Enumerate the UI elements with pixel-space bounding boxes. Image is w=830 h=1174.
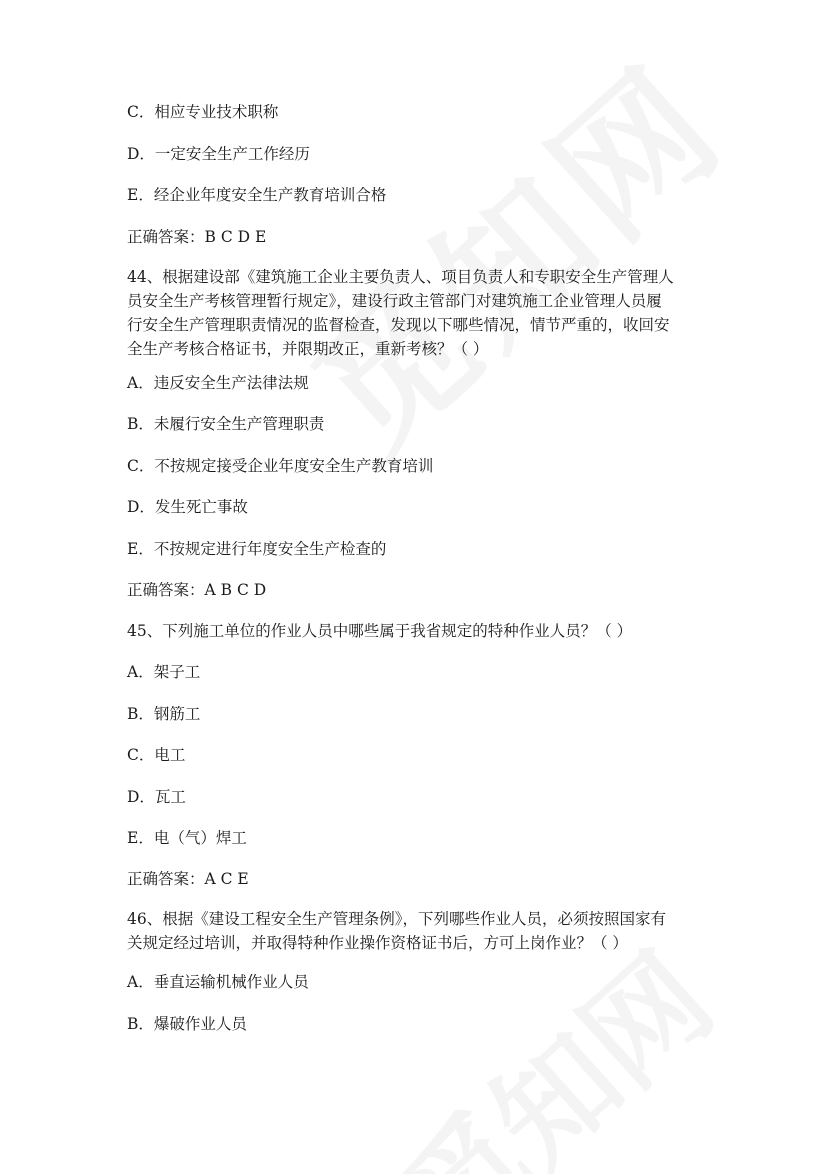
q45-answer: 正确答案：A C E xyxy=(127,870,249,888)
q44-option-e: E．不按规定进行年度安全生产检查的 xyxy=(127,540,387,558)
q44-option-a: A．违反安全生产法律法规 xyxy=(127,374,309,392)
q46-option-b: B．爆破作业人员 xyxy=(127,1015,247,1033)
q44-question-line: 全生产考核合格证书，并限期改正，重新考核？（ ） xyxy=(127,340,489,358)
q44-option-b: B．未履行安全生产管理职责 xyxy=(127,415,325,433)
q43-answer: 正确答案：B C D E xyxy=(127,228,267,246)
q46-question-line: 关规定经过培训，并取得特种作业操作资格证书后，方可上岗作业？（ ） xyxy=(127,934,628,952)
q44-option-d: D．发生死亡事故 xyxy=(127,498,248,516)
q45-option-b: B．钢筋工 xyxy=(127,705,201,723)
q45-option-e: E．电（气）焊工 xyxy=(127,829,247,847)
q45-option-a: A．架子工 xyxy=(127,663,201,681)
q46-option-a: A．垂直运输机械作业人员 xyxy=(127,973,309,991)
q44-answer: 正确答案：A B C D xyxy=(127,581,267,599)
q44-question xyxy=(127,265,713,361)
q45-option-c: C．电工 xyxy=(127,746,186,764)
q43-option-c: C．相应专业技术职称 xyxy=(127,103,279,121)
q44-question-line: 员安全生产考核管理暂行规定》，建设行政主管部门对建筑施工企业管理人员履 xyxy=(127,292,662,310)
q46-question-line: 46、根据《建设工程安全生产管理条例》，下列哪些作业人员，必须按照国家有 xyxy=(127,910,666,928)
watermark xyxy=(260,9,761,491)
q44-question-line: 44、根据建设部《建筑施工企业主要负责人、项目负责人和专职安全生产管理人 xyxy=(127,268,674,286)
q45-option-d: D．瓦工 xyxy=(127,788,186,806)
q43-option-d: D．一定安全生产工作经历 xyxy=(127,145,310,163)
q46-question xyxy=(127,907,713,955)
q44-option-c: C．不按规定接受企业年度安全生产教育培训 xyxy=(127,457,434,475)
q43-option-e: E．经企业年度安全生产教育培训合格 xyxy=(127,186,387,204)
q45-question: 45、下列施工单位的作业人员中哪些属于我省规定的特种作业人员？（ ） xyxy=(127,622,633,640)
q44-question-line: 行安全生产管理职责情况的监督检查，发现以下哪些情况，情节严重的，收回安 xyxy=(127,316,670,334)
